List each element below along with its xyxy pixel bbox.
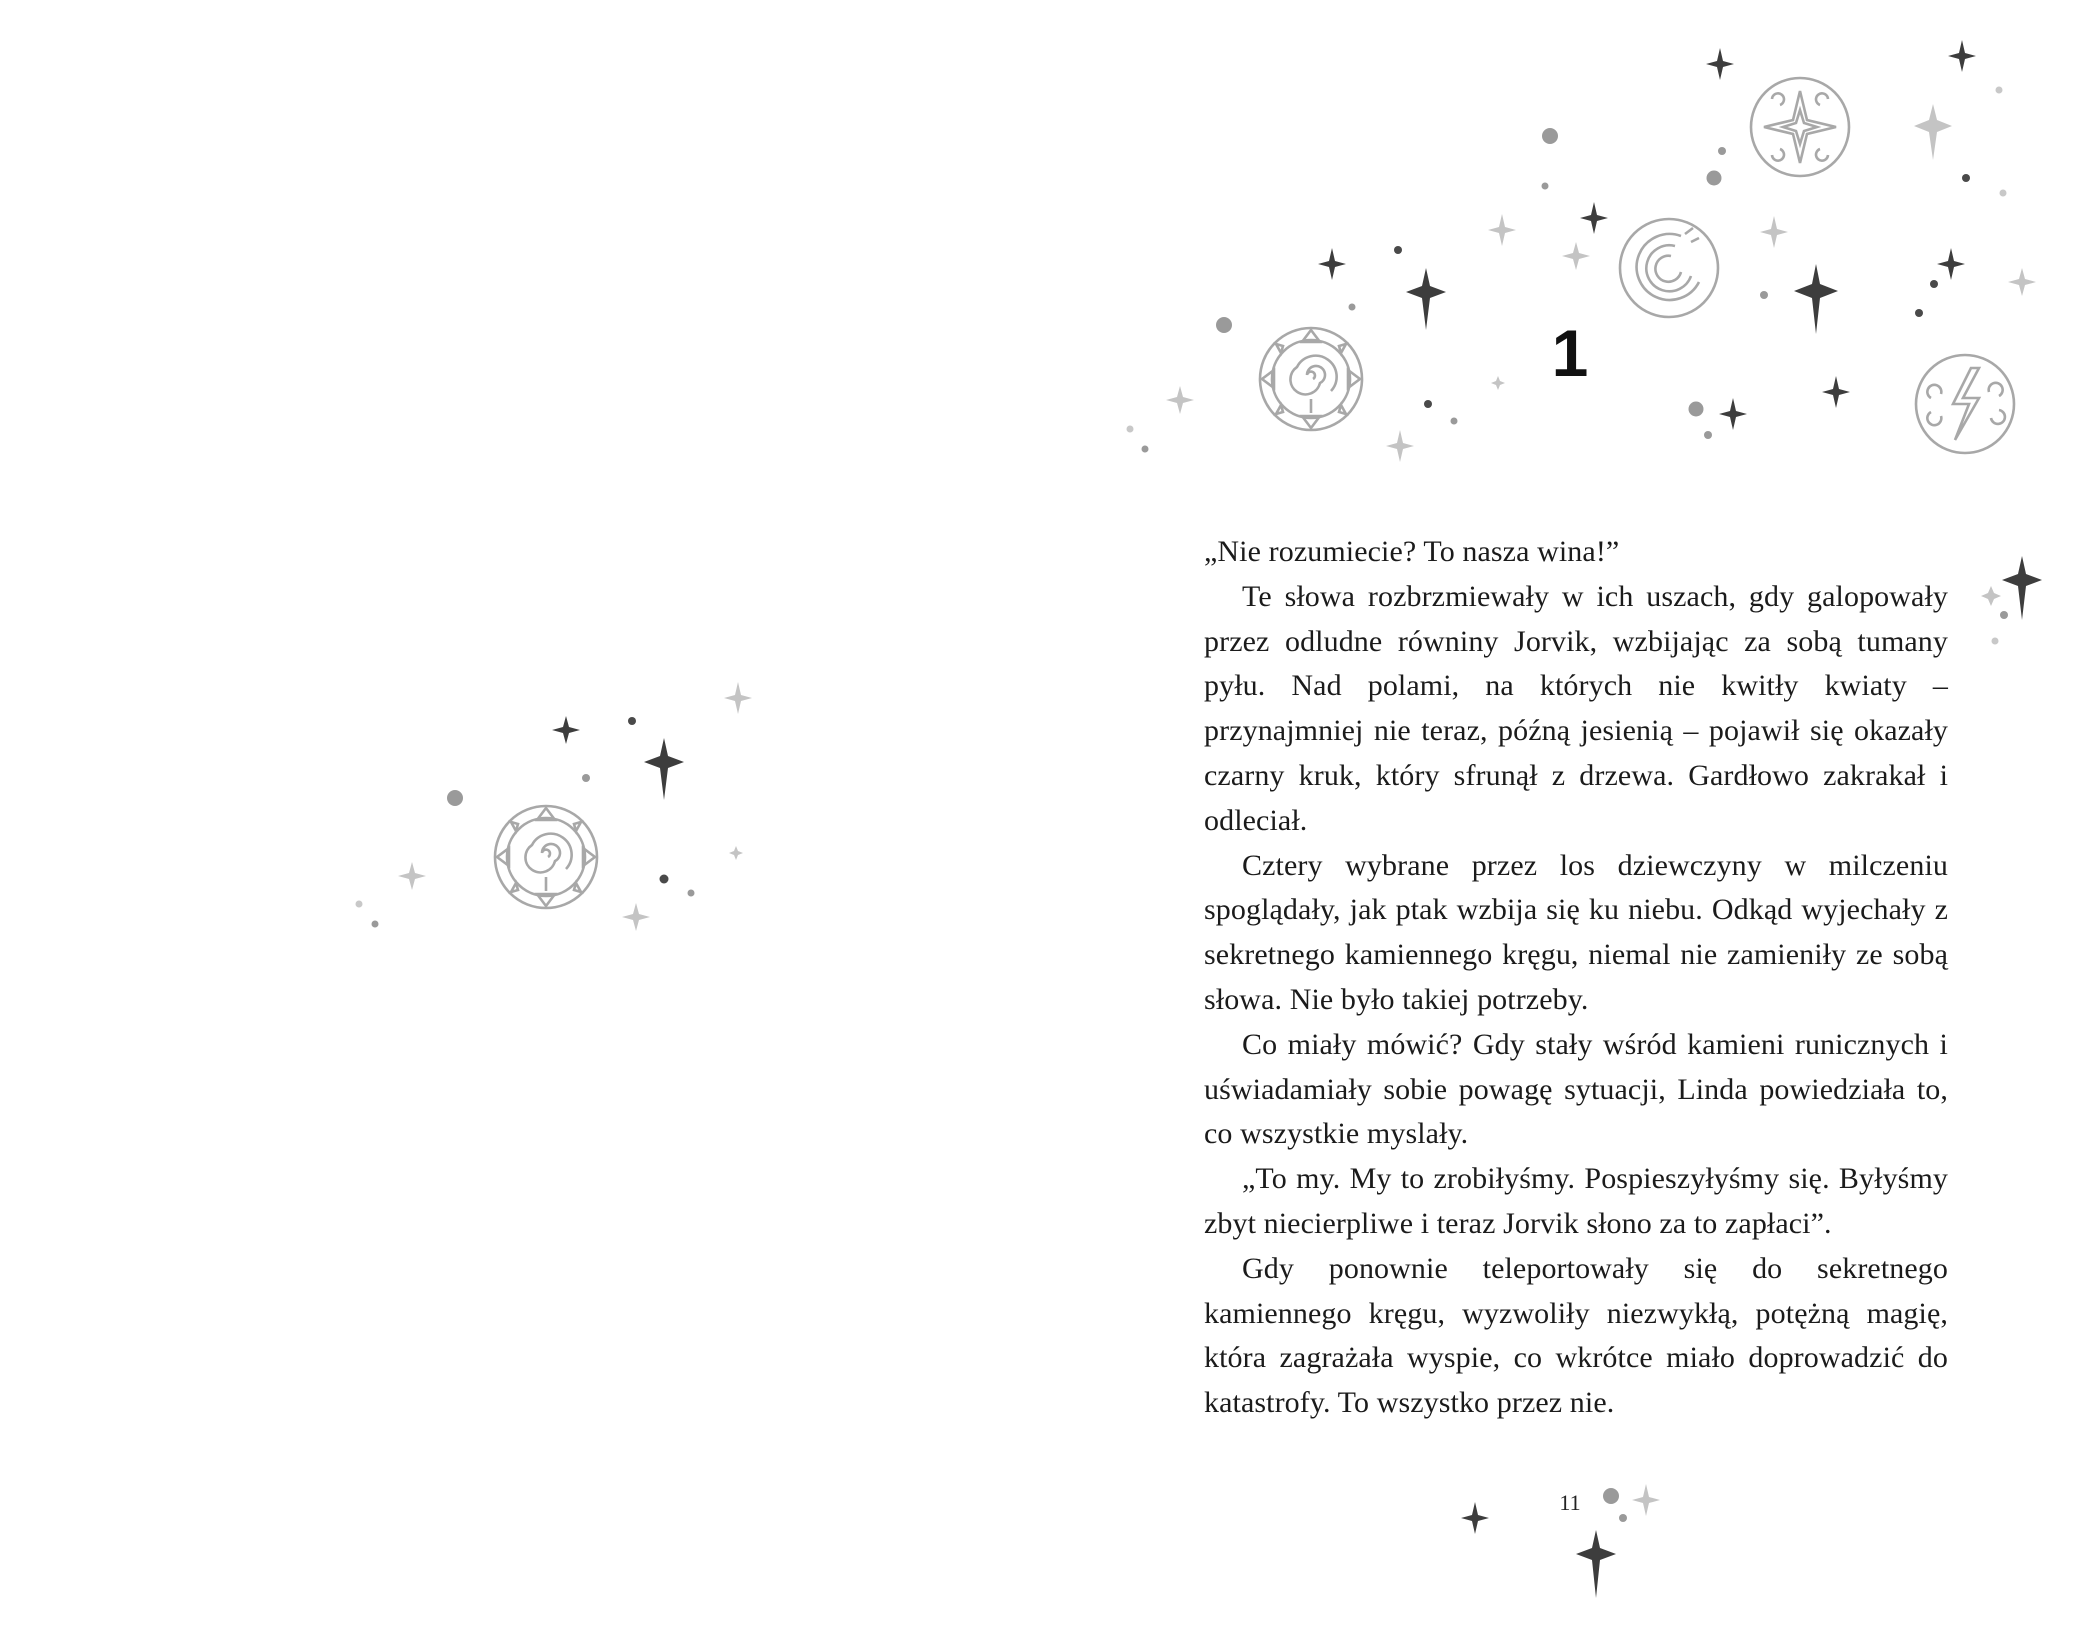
footer-light-star-icon	[1632, 1484, 1660, 1516]
paragraph-5: „To my. My to zrobiłyśmy. Pospieszyłyśmy się. Byłyśmy zbyt niecierpliwe i teraz Jorvik słono za to zapłaci”.	[1204, 1162, 1948, 1240]
paragraph-2: Te słowa rozbrzmiewały w ich uszach, gdy galopowały przez odludne równiny Jorvik, wzbijając za sobą tumany pyłu. Nad polami, na których nie kwitły kwiaty – przynajmniej nie teraz, późną jesienią – pojawił się okazały czarny kruk, który sfrunął z drzewa. Gardłowo zakrakał i odleciał.	[1204, 579, 1948, 837]
paragraph-3: Cztery wybrane przez los dziewczyny w milczeniu spoglądały, jak ptak wzbija się ku niebu. Odkąd wyjechały z sekretnego kamiennego kręgu, niemal nie zamieniły ze sobą słowa. Nie było takiej potrzeby.	[1204, 848, 1948, 1016]
footer-dots	[1603, 1488, 1627, 1522]
paragraph-6: Gdy ponownie teleportowały się do sekretnego kamiennego kręgu, wyzwoliły niezwykłą, potężną magię, która zagrażała wyspie, co wkrótce miało doprowadzić do katastrofy. To wszystko przez nie.	[1204, 1251, 1948, 1420]
chapter-number: 1	[1551, 316, 1589, 390]
page-number: 11	[1559, 1490, 1581, 1515]
footer-dark-star-icon	[1461, 1502, 1616, 1598]
paragraph-4: Co miały mówić? Gdy stały wśród kamieni runicznych i uświadamiały sobie powagę sytuacji, Linda powiedziała to, co wszystkie myslały.	[1204, 1027, 1948, 1151]
paragraph-1: „Nie rozumiecie? To nasza wina!”	[1204, 535, 1620, 568]
